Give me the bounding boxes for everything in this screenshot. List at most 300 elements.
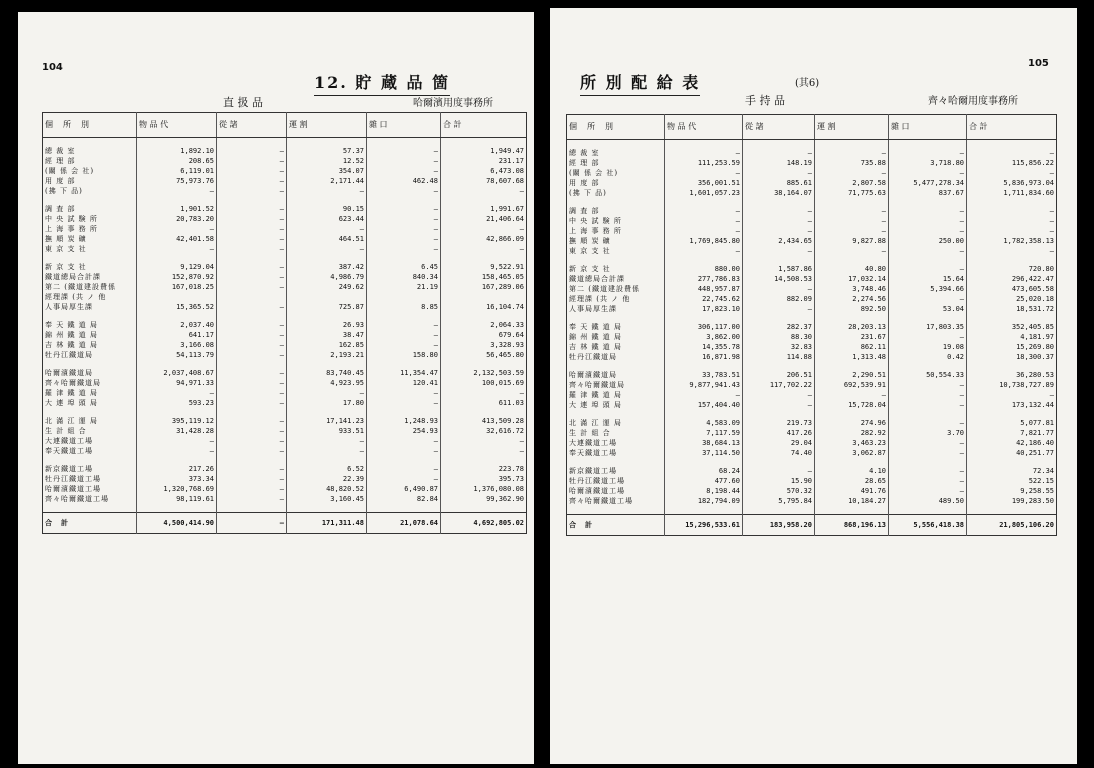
cell-value: — bbox=[665, 148, 743, 158]
cell-value: 413,509.28 bbox=[441, 416, 527, 426]
table-row bbox=[43, 398, 527, 408]
cell-value: 250.00 bbox=[889, 236, 967, 246]
cell-value: 158,465.05 bbox=[441, 272, 527, 282]
total-value: 868,196.13 bbox=[815, 515, 889, 536]
cell-value: — bbox=[889, 264, 967, 274]
cell-value: 3,718.80 bbox=[889, 158, 967, 168]
cell-value: — bbox=[137, 436, 217, 446]
cell-value: 1,376,080.08 bbox=[441, 484, 527, 494]
cell-value: 117,702.22 bbox=[743, 380, 815, 390]
cell-value: 148.19 bbox=[743, 158, 815, 168]
table-row bbox=[567, 246, 1057, 256]
cell-value: — bbox=[889, 400, 967, 410]
cell-value: 206.51 bbox=[743, 370, 815, 380]
table-row bbox=[43, 340, 527, 350]
cell-value: — bbox=[367, 224, 441, 234]
row-label: 錦 州 鐵 道 局 bbox=[569, 333, 622, 341]
table-row bbox=[567, 448, 1057, 458]
table-row bbox=[567, 168, 1057, 178]
cell-value: 15.64 bbox=[889, 274, 967, 284]
office-name: 哈爾濱用度事務所 bbox=[413, 98, 493, 109]
cell-value: 7,117.59 bbox=[665, 428, 743, 438]
table-row bbox=[43, 494, 527, 504]
row-label: 哈爾濱鐵道工場 bbox=[45, 485, 101, 493]
table-row bbox=[43, 320, 527, 330]
cell-value: — bbox=[217, 262, 287, 272]
table-row bbox=[567, 264, 1057, 274]
cell-value: — bbox=[217, 350, 287, 360]
cell-value: 19.08 bbox=[889, 342, 967, 352]
cell-value: 72.34 bbox=[967, 466, 1057, 476]
cell-value: — bbox=[743, 226, 815, 236]
table-row bbox=[567, 216, 1057, 226]
cell-value: — bbox=[217, 244, 287, 254]
cell-value: 373.34 bbox=[137, 474, 217, 484]
cell-value: 6.52 bbox=[287, 464, 367, 474]
cell-value: 570.32 bbox=[743, 486, 815, 496]
table-row bbox=[43, 330, 527, 340]
cell-value: — bbox=[137, 388, 217, 398]
table-row bbox=[567, 322, 1057, 332]
cell-value: 38,684.13 bbox=[665, 438, 743, 448]
cell-value: 489.50 bbox=[889, 496, 967, 506]
cell-value: 5,836,973.04 bbox=[967, 178, 1057, 188]
table-row bbox=[567, 380, 1057, 390]
table-row bbox=[43, 234, 527, 244]
cell-value: 354.07 bbox=[287, 166, 367, 176]
cell-value: — bbox=[367, 436, 441, 446]
table-row bbox=[43, 262, 527, 272]
cell-value: 15,365.52 bbox=[137, 302, 217, 312]
row-label: 大連鐵道工場 bbox=[45, 437, 93, 445]
cell-value: — bbox=[367, 146, 441, 156]
row-label: 上 海 事 務 所 bbox=[45, 225, 98, 233]
row-label: (關 係 会 社) bbox=[45, 167, 95, 175]
table-row bbox=[567, 294, 1057, 304]
cell-value: 2,274.56 bbox=[815, 294, 889, 304]
row-label: 北 滿 江 運 局 bbox=[45, 417, 98, 425]
cell-value: 71,775.63 bbox=[815, 188, 889, 198]
cell-value: — bbox=[367, 166, 441, 176]
cell-value: — bbox=[889, 168, 967, 178]
cell-value: — bbox=[217, 378, 287, 388]
cell-value: — bbox=[367, 156, 441, 166]
cell-value: 1,991.67 bbox=[441, 204, 527, 214]
table-row bbox=[567, 226, 1057, 236]
cell-value: — bbox=[287, 224, 367, 234]
cell-value: — bbox=[217, 156, 287, 166]
table-row bbox=[567, 148, 1057, 158]
cell-value: 522.15 bbox=[967, 476, 1057, 486]
cell-value: 933.51 bbox=[287, 426, 367, 436]
table-row bbox=[567, 304, 1057, 314]
row-label: 總 裁 室 bbox=[45, 147, 76, 155]
cell-value: 22.39 bbox=[287, 474, 367, 484]
cell-value bbox=[217, 292, 287, 302]
cell-value: 11,354.47 bbox=[367, 368, 441, 378]
cell-value: — bbox=[889, 390, 967, 400]
row-label: 羅 津 鐵 道 局 bbox=[45, 389, 98, 397]
table-row bbox=[43, 350, 527, 360]
cell-value: — bbox=[889, 438, 967, 448]
cell-value: — bbox=[367, 244, 441, 254]
total-label: 合 計 bbox=[567, 515, 665, 536]
cell-value: 885.61 bbox=[743, 178, 815, 188]
cell-value: 8,198.44 bbox=[665, 486, 743, 496]
column-header: 雜 口 bbox=[367, 113, 441, 138]
cell-value: 15,728.04 bbox=[815, 400, 889, 410]
column-header: 從 諸 bbox=[217, 113, 287, 138]
cell-value: — bbox=[665, 390, 743, 400]
cell-value: — bbox=[889, 294, 967, 304]
row-label: 經 理 部 bbox=[45, 157, 76, 165]
table-row bbox=[43, 176, 527, 186]
cell-value: 6,490.87 bbox=[367, 484, 441, 494]
cell-value: — bbox=[287, 436, 367, 446]
cell-value: 1,782,358.13 bbox=[967, 236, 1057, 246]
cell-value: 9,827.88 bbox=[815, 236, 889, 246]
table-row bbox=[43, 302, 527, 312]
cell-value: 28,203.13 bbox=[815, 322, 889, 332]
row-label: 牡丹江鐵道局 bbox=[45, 351, 93, 359]
cell-value: 5,795.84 bbox=[743, 496, 815, 506]
cell-value: 4,986.79 bbox=[287, 272, 367, 282]
cell-value: 42,401.58 bbox=[137, 234, 217, 244]
cell-value: 50,554.33 bbox=[889, 370, 967, 380]
row-label: 調 査 部 bbox=[45, 205, 76, 213]
cell-value: 223.78 bbox=[441, 464, 527, 474]
table-row bbox=[567, 178, 1057, 188]
cell-value: — bbox=[815, 226, 889, 236]
table-row bbox=[567, 496, 1057, 506]
cell-value: — bbox=[815, 168, 889, 178]
cell-value: — bbox=[665, 226, 743, 236]
cell-value: 42,186.40 bbox=[967, 438, 1057, 448]
cell-value: 157,404.40 bbox=[665, 400, 743, 410]
cell-value: 17,032.14 bbox=[815, 274, 889, 284]
cell-value: 12.52 bbox=[287, 156, 367, 166]
cell-value: — bbox=[367, 464, 441, 474]
table-row bbox=[43, 436, 527, 446]
cell-value: 5,477,278.34 bbox=[889, 178, 967, 188]
column-header: 運 割 bbox=[287, 113, 367, 138]
row-label: 奉天鐵道工場 bbox=[45, 447, 93, 455]
cell-value: — bbox=[743, 148, 815, 158]
cell-value: 14,355.78 bbox=[665, 342, 743, 352]
cell-value: 4,923.95 bbox=[287, 378, 367, 388]
table-row bbox=[567, 438, 1057, 448]
cell-value: 2,132,503.59 bbox=[441, 368, 527, 378]
cell-value: 38,164.07 bbox=[743, 188, 815, 198]
row-label: 用 度 部 bbox=[45, 177, 76, 185]
table-row bbox=[43, 244, 527, 254]
cell-value: 182,794.09 bbox=[665, 496, 743, 506]
cell-value: — bbox=[665, 206, 743, 216]
total-value: 21,078.64 bbox=[367, 513, 441, 534]
cell-value: 7,821.77 bbox=[967, 428, 1057, 438]
cell-value: — bbox=[441, 244, 527, 254]
cell-value: 10,738,727.89 bbox=[967, 380, 1057, 390]
cell-value: — bbox=[367, 474, 441, 484]
cell-value: — bbox=[217, 340, 287, 350]
cell-value: 0.42 bbox=[889, 352, 967, 362]
cell-value: 173,132.44 bbox=[967, 400, 1057, 410]
left-page bbox=[18, 12, 534, 764]
cell-value: 6,119.01 bbox=[137, 166, 217, 176]
cell-value: — bbox=[889, 486, 967, 496]
cell-value: — bbox=[217, 272, 287, 282]
cell-value: — bbox=[217, 474, 287, 484]
cell-value bbox=[137, 292, 217, 302]
cell-value: — bbox=[889, 476, 967, 486]
cell-value: 735.88 bbox=[815, 158, 889, 168]
cell-value: — bbox=[967, 216, 1057, 226]
cell-value: 282.92 bbox=[815, 428, 889, 438]
cell-value: 21,406.64 bbox=[441, 214, 527, 224]
table-header-row bbox=[567, 115, 1057, 140]
cell-value: 692,539.91 bbox=[815, 380, 889, 390]
row-label: 齊々哈爾鐵道工場 bbox=[569, 497, 633, 505]
cell-value: — bbox=[217, 484, 287, 494]
cell-value: 2,434.65 bbox=[743, 236, 815, 246]
title-suffix: (其6) bbox=[795, 78, 820, 89]
cell-value: 231.17 bbox=[441, 156, 527, 166]
right-page bbox=[550, 8, 1077, 764]
page-number: 105 bbox=[1028, 58, 1049, 69]
cell-value: — bbox=[889, 466, 967, 476]
cell-value: — bbox=[889, 206, 967, 216]
cell-value: — bbox=[137, 186, 217, 196]
table-row bbox=[43, 474, 527, 484]
row-label: 新 京 支 社 bbox=[569, 265, 611, 273]
data-table bbox=[42, 112, 527, 534]
cell-value: — bbox=[367, 214, 441, 224]
cell-value: 115,856.22 bbox=[967, 158, 1057, 168]
cell-value: 32,616.72 bbox=[441, 426, 527, 436]
cell-value: — bbox=[217, 320, 287, 330]
cell-value: 57.37 bbox=[287, 146, 367, 156]
cell-value: 199,283.50 bbox=[967, 496, 1057, 506]
cell-value: 2,290.51 bbox=[815, 370, 889, 380]
cell-value: — bbox=[287, 446, 367, 456]
cell-value: 6,473.08 bbox=[441, 166, 527, 176]
cell-value: — bbox=[367, 234, 441, 244]
cell-value: 1,320,768.69 bbox=[137, 484, 217, 494]
cell-value: — bbox=[441, 388, 527, 398]
cell-value: 4,583.09 bbox=[665, 418, 743, 428]
cell-value: 1,248.93 bbox=[367, 416, 441, 426]
cell-value: 254.93 bbox=[367, 426, 441, 436]
cell-value: — bbox=[217, 234, 287, 244]
total-value: 4,500,414.90 bbox=[137, 513, 217, 534]
cell-value: 880.00 bbox=[665, 264, 743, 274]
cell-value: 40,251.77 bbox=[967, 448, 1057, 458]
cell-value: 18,300.37 bbox=[967, 352, 1057, 362]
cell-value: 1,901.52 bbox=[137, 204, 217, 214]
cell-value: — bbox=[217, 368, 287, 378]
cell-value: 231.67 bbox=[815, 332, 889, 342]
row-label: 中 央 試 験 所 bbox=[569, 217, 622, 225]
cell-value: 593.23 bbox=[137, 398, 217, 408]
total-label: 合 計 bbox=[43, 513, 137, 534]
table-row bbox=[567, 188, 1057, 198]
total-value: 21,805,106.20 bbox=[967, 515, 1057, 536]
row-label: 經理課 (共 ノ 他 bbox=[45, 293, 107, 301]
cell-value: — bbox=[217, 426, 287, 436]
row-label: 齊々哈爾鐵道局 bbox=[45, 379, 101, 387]
cell-value: — bbox=[665, 168, 743, 178]
cell-value: — bbox=[743, 390, 815, 400]
cell-value: 111,253.59 bbox=[665, 158, 743, 168]
cell-value: 356,001.51 bbox=[665, 178, 743, 188]
row-label: 牡丹江鐵道局 bbox=[569, 353, 617, 361]
cell-value: 417.26 bbox=[743, 428, 815, 438]
table-row bbox=[43, 388, 527, 398]
cell-value: 100,015.69 bbox=[441, 378, 527, 388]
table-row bbox=[43, 426, 527, 436]
table-row bbox=[43, 224, 527, 234]
cell-value: 840.34 bbox=[367, 272, 441, 282]
cell-value: — bbox=[967, 390, 1057, 400]
row-label: 鐵道總局合計課 bbox=[45, 273, 101, 281]
table-row bbox=[567, 390, 1057, 400]
column-header: 從 諸 bbox=[743, 115, 815, 140]
cell-value: 9,877,941.43 bbox=[665, 380, 743, 390]
cell-value: 94,971.33 bbox=[137, 378, 217, 388]
row-label: 總 裁 室 bbox=[569, 149, 600, 157]
cell-value: 99,362.90 bbox=[441, 494, 527, 504]
cell-value: 53.04 bbox=[889, 304, 967, 314]
cell-value: 33,783.51 bbox=[665, 370, 743, 380]
cell-value: 448,957.87 bbox=[665, 284, 743, 294]
cell-value: — bbox=[367, 186, 441, 196]
column-header: 運 割 bbox=[815, 115, 889, 140]
page-title: 12. 貯 蔵 品 箇 bbox=[314, 70, 450, 93]
cell-value: 98,119.61 bbox=[137, 494, 217, 504]
cell-value: 40.80 bbox=[815, 264, 889, 274]
cell-value: 74.40 bbox=[743, 448, 815, 458]
cell-value bbox=[441, 292, 527, 302]
row-label: 大 連 埠 頭 局 bbox=[45, 399, 98, 407]
cell-value: 473,605.58 bbox=[967, 284, 1057, 294]
cell-value: 720.80 bbox=[967, 264, 1057, 274]
cell-value: — bbox=[137, 446, 217, 456]
row-label: 生 計 組 合 bbox=[45, 427, 87, 435]
cell-value: 464.51 bbox=[287, 234, 367, 244]
cell-value: 78,607.68 bbox=[441, 176, 527, 186]
cell-value: 3,160.45 bbox=[287, 494, 367, 504]
table-row bbox=[43, 156, 527, 166]
cell-value: 477.60 bbox=[665, 476, 743, 486]
cell-value: — bbox=[217, 388, 287, 398]
cell-value: 6.45 bbox=[367, 262, 441, 272]
cell-value: 17.80 bbox=[287, 398, 367, 408]
cell-value: — bbox=[217, 204, 287, 214]
cell-value: 217.26 bbox=[137, 464, 217, 474]
cell-value: 167,018.25 bbox=[137, 282, 217, 292]
cell-value: 2,171.44 bbox=[287, 176, 367, 186]
cell-value: 114.88 bbox=[743, 352, 815, 362]
cell-value: 48,820.52 bbox=[287, 484, 367, 494]
cell-value: 42,866.09 bbox=[441, 234, 527, 244]
cell-value: — bbox=[217, 186, 287, 196]
row-label: 中 央 試 験 所 bbox=[45, 215, 98, 223]
table-row bbox=[567, 476, 1057, 486]
table-header-row bbox=[43, 113, 527, 138]
row-label: 哈爾濱鐵道局 bbox=[45, 369, 93, 377]
cell-value: — bbox=[441, 224, 527, 234]
cell-value: — bbox=[743, 304, 815, 314]
row-label: 羅 津 鐵 道 局 bbox=[569, 391, 622, 399]
row-label: 奉 天 鐵 道 局 bbox=[45, 321, 98, 329]
cell-value: 54,113.79 bbox=[137, 350, 217, 360]
cell-value bbox=[367, 292, 441, 302]
cell-value: 38.47 bbox=[287, 330, 367, 340]
row-label: 用 度 部 bbox=[569, 179, 600, 187]
row-label: 哈爾濱鐵道工場 bbox=[569, 487, 625, 495]
cell-value: — bbox=[137, 224, 217, 234]
cell-value: 3,062.87 bbox=[815, 448, 889, 458]
cell-value: 17,823.10 bbox=[665, 304, 743, 314]
table-row bbox=[567, 486, 1057, 496]
cell-value: 68.24 bbox=[665, 466, 743, 476]
table-row bbox=[567, 418, 1057, 428]
cell-value: 21.19 bbox=[367, 282, 441, 292]
cell-value: — bbox=[889, 148, 967, 158]
table-row bbox=[43, 214, 527, 224]
cell-value: 1,601,057.23 bbox=[665, 188, 743, 198]
cell-value: — bbox=[137, 244, 217, 254]
cell-value: — bbox=[287, 186, 367, 196]
cell-value: 352,405.85 bbox=[967, 322, 1057, 332]
total-value: 4,692,805.02 bbox=[441, 513, 527, 534]
table-row bbox=[43, 368, 527, 378]
row-label: 錦 州 鐵 道 局 bbox=[45, 331, 98, 339]
cell-value: 167,289.06 bbox=[441, 282, 527, 292]
total-row bbox=[43, 513, 527, 534]
cell-value: — bbox=[967, 168, 1057, 178]
cell-value: — bbox=[967, 206, 1057, 216]
row-label: 調 査 部 bbox=[569, 207, 600, 215]
row-label: 大連鐵道工場 bbox=[569, 439, 617, 447]
cell-value: 90.15 bbox=[287, 204, 367, 214]
row-label: 新 京 支 社 bbox=[45, 263, 87, 271]
cell-value: 282.37 bbox=[743, 322, 815, 332]
cell-value: — bbox=[367, 388, 441, 398]
row-label: 生 計 組 合 bbox=[569, 429, 611, 437]
cell-value: — bbox=[217, 494, 287, 504]
table-subtitle: 手 持 品 bbox=[745, 94, 785, 107]
column-header: 個 所 別 bbox=[567, 115, 665, 140]
table-row bbox=[43, 146, 527, 156]
table-row bbox=[43, 484, 527, 494]
row-label: 大 連 埠 頭 局 bbox=[569, 401, 622, 409]
cell-value: 725.87 bbox=[287, 302, 367, 312]
cell-value: — bbox=[441, 436, 527, 446]
data-table bbox=[566, 114, 1057, 536]
table-row bbox=[567, 466, 1057, 476]
cell-value: 1,892.10 bbox=[137, 146, 217, 156]
table-row bbox=[43, 464, 527, 474]
cell-value: 4,181.97 bbox=[967, 332, 1057, 342]
cell-value: 1,587.86 bbox=[743, 264, 815, 274]
row-label: 經 理 部 bbox=[569, 159, 600, 167]
cell-value: 3,328.93 bbox=[441, 340, 527, 350]
cell-value: — bbox=[217, 416, 287, 426]
cell-value: 22,745.62 bbox=[665, 294, 743, 304]
total-row bbox=[567, 515, 1057, 536]
cell-value: — bbox=[217, 282, 287, 292]
